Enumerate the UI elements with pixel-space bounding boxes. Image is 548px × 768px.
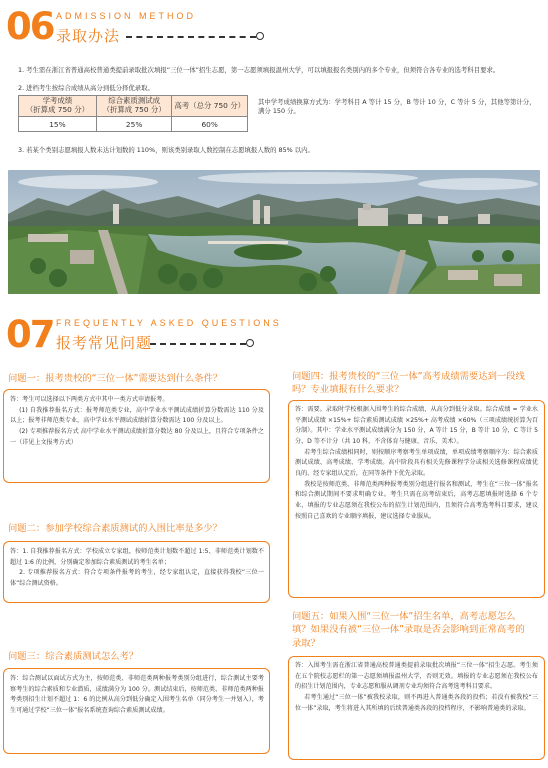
table-note: 其中学考成绩换算方式为：学考科目 A 等计 15 分，B 等计 10 分，C 等计 5 分，其他等第计分，满分 150 分。 [258, 98, 536, 116]
campus-aerial-photo [8, 170, 540, 294]
section-title: 录取办法 [56, 27, 121, 45]
answer-paragraph: 答：考生可以选择以下两类方式中其中一类方式申请报考。 [10, 396, 169, 403]
table-cell: 15% [19, 117, 97, 132]
answer-paragraph: 若考生通过“三位一体”被我校录取，则不再进入普通类各段的投档；若没有被我校“三位一体”录取，考生将进入其所填的后续普通类各段的投档程序，不影响普通类的录取。 [295, 693, 538, 712]
table-header: 综合素质测试成 （折算成 750 分） [96, 96, 172, 117]
rule-2: 2. 进档考生按综合成绩从高分到低分择优录取。 [18, 84, 154, 92]
table-cell: 25% [96, 117, 172, 132]
faq-answer-1 [10, 395, 264, 448]
faq-answer-5 [295, 661, 538, 714]
answer-paragraph: 答：综合测试以面试方式为主，按师范类、非师范类两种报考类别分组进行，综合测试主要考察考生的综合素质和专业潜质，成绩满分为 100 分。测试结束后，按师范类、非师范类两种报考类别招生计划不超过 1：6 的比例从高分到低分确定入围考生名单（同分考生一并划入），考生可通过学校“三位一体”报名系统查询综合素质测试成绩。 [10, 675, 264, 714]
answer-paragraph: 答：入围考生需在浙江省普通高校普通类提前录取批次填报“三位一体”招生志愿。考生须在五个院校志愿栏的第一志愿须填报温州大学，否则无效。填报的专业志愿须在我校公布的招生计划范围内，专业志愿和服从调剂专业均须符合高考选考科目要求。 [295, 662, 538, 691]
answer-paragraph: 2. 专项推荐报名方式：符合专项条件报考的考生，经专家组认定，直接获得我校“三位一体”综合测试资格。 [10, 569, 264, 587]
faq-answer-2 [10, 547, 264, 590]
score-weight-table [18, 95, 248, 132]
faq-question-3: 问题三：综合素质测试怎么考？ [8, 651, 139, 662]
answer-paragraph: 我校是按师范类、非师范类两种报考类别分组进行报名和测试，考生在“三位一体”报名和综合测试期间不要求明确专业。考生只需在高考结束后，高考志愿填报时选择 6 个专业，填报的专业志愿须在我校公布的招生计划范围内，且须符合高考选考科目要求，建议按照自己喜欢的专业顺序填报，建议选择专业服从。 [295, 480, 538, 520]
faq-answer-4 [295, 405, 538, 522]
section-subtitle-en: FREQUENTLY ASKED QUESTIONS [56, 318, 282, 328]
faq-question-5: 问题五：如果入围“三位一体”招生名单，高考志愿怎么填？如果没有被“三位一体”录取是否会影响到正常高考的录取？ [292, 611, 525, 649]
answer-paragraph: (1) 自我推荐报名方式：报考师范类专业，高中学业水平测试成绩折算分数需达 110 分及以上；报考非师范类专业，高中学业水平测试成绩折算分数需达 100 分及以上。 [10, 406, 264, 425]
section-number-06: 06 [6, 5, 54, 48]
answer-paragraph: 若考生综合成绩相同时，则按顺序考察考生单项成绩，单项成绩考察顺序为：综合素质测试成绩、高考成绩、学考成绩。高中阶段具有相关先修课程学分或相关选修课程成绩优良的，经专家组认定后，在同等条件下优先录取。 [295, 448, 538, 477]
section-number-07: 07 [6, 313, 54, 356]
faq-question-1: 问题一：报考贵校的“三位一体”需要达到什么条件？ [8, 373, 223, 384]
answer-paragraph: 答：1. 自我推荐报名方式：学校成立专家组，按师范类计划数不超过 1:5、非师范类计划数不超过 1:6 的比例，分别确定参加综合素质测试的考生名单； [10, 548, 264, 566]
rule-3: 3. 若某个类别志愿填报人数未达计划数的 110%，则该类别录取人数控制在志愿填报人数的 85% 以内。 [18, 146, 314, 154]
table-header: 高考（总分 750 分） [172, 96, 248, 117]
divider-end-icon [256, 32, 264, 40]
faq-question-2: 问题二：参加学校综合素质测试的入围比率是多少？ [8, 523, 222, 534]
section-subtitle-en: ADMISSION METHOD [56, 11, 197, 21]
section-title: 报考常见问题 [56, 334, 153, 352]
divider-end-icon [246, 339, 254, 347]
rule-1: 1. 考生需在浙江省普通高校普通类提前录取批次填报“三位一体”招生志愿，第一志愿须填报温州大学，可以填报报名类别内的多个专业，但须符合各专业的选考科目要求。 [18, 66, 500, 74]
faq-answer-3 [10, 674, 264, 717]
faq-question-4: 问题四：报考贵校的“三位一体”高考成绩需要达到一段线吗？专业填报有什么要求？ [292, 371, 525, 396]
table-header: 学考成绩 （折算成 750 分） [19, 96, 97, 117]
answer-paragraph: (2) 专项推荐报名方式 高中学业水平测试成绩折算分数达 80 分及以上，且符合专项条件之一（详见上文报考方式） [10, 427, 264, 446]
divider-line [150, 343, 246, 345]
divider-line [126, 36, 256, 38]
table-cell: 60% [172, 117, 248, 132]
answer-paragraph: 答：需要。录取时学校根据入围考生的综合成绩，从高分到低分录取。综合成绩 = 学业水平测试成绩 ×15%+ 综合素质测试成绩 ×25%+ 高考成绩 ×60%（三项成绩统折算为百分制）。其中：学业水平测试成绩满分为 150 分，A 等计 15 分，B 等计 10 分，C 等计 5 分，D 等不计分（共 10 科，不含体育与健康、音乐、美术）。 [295, 406, 538, 445]
